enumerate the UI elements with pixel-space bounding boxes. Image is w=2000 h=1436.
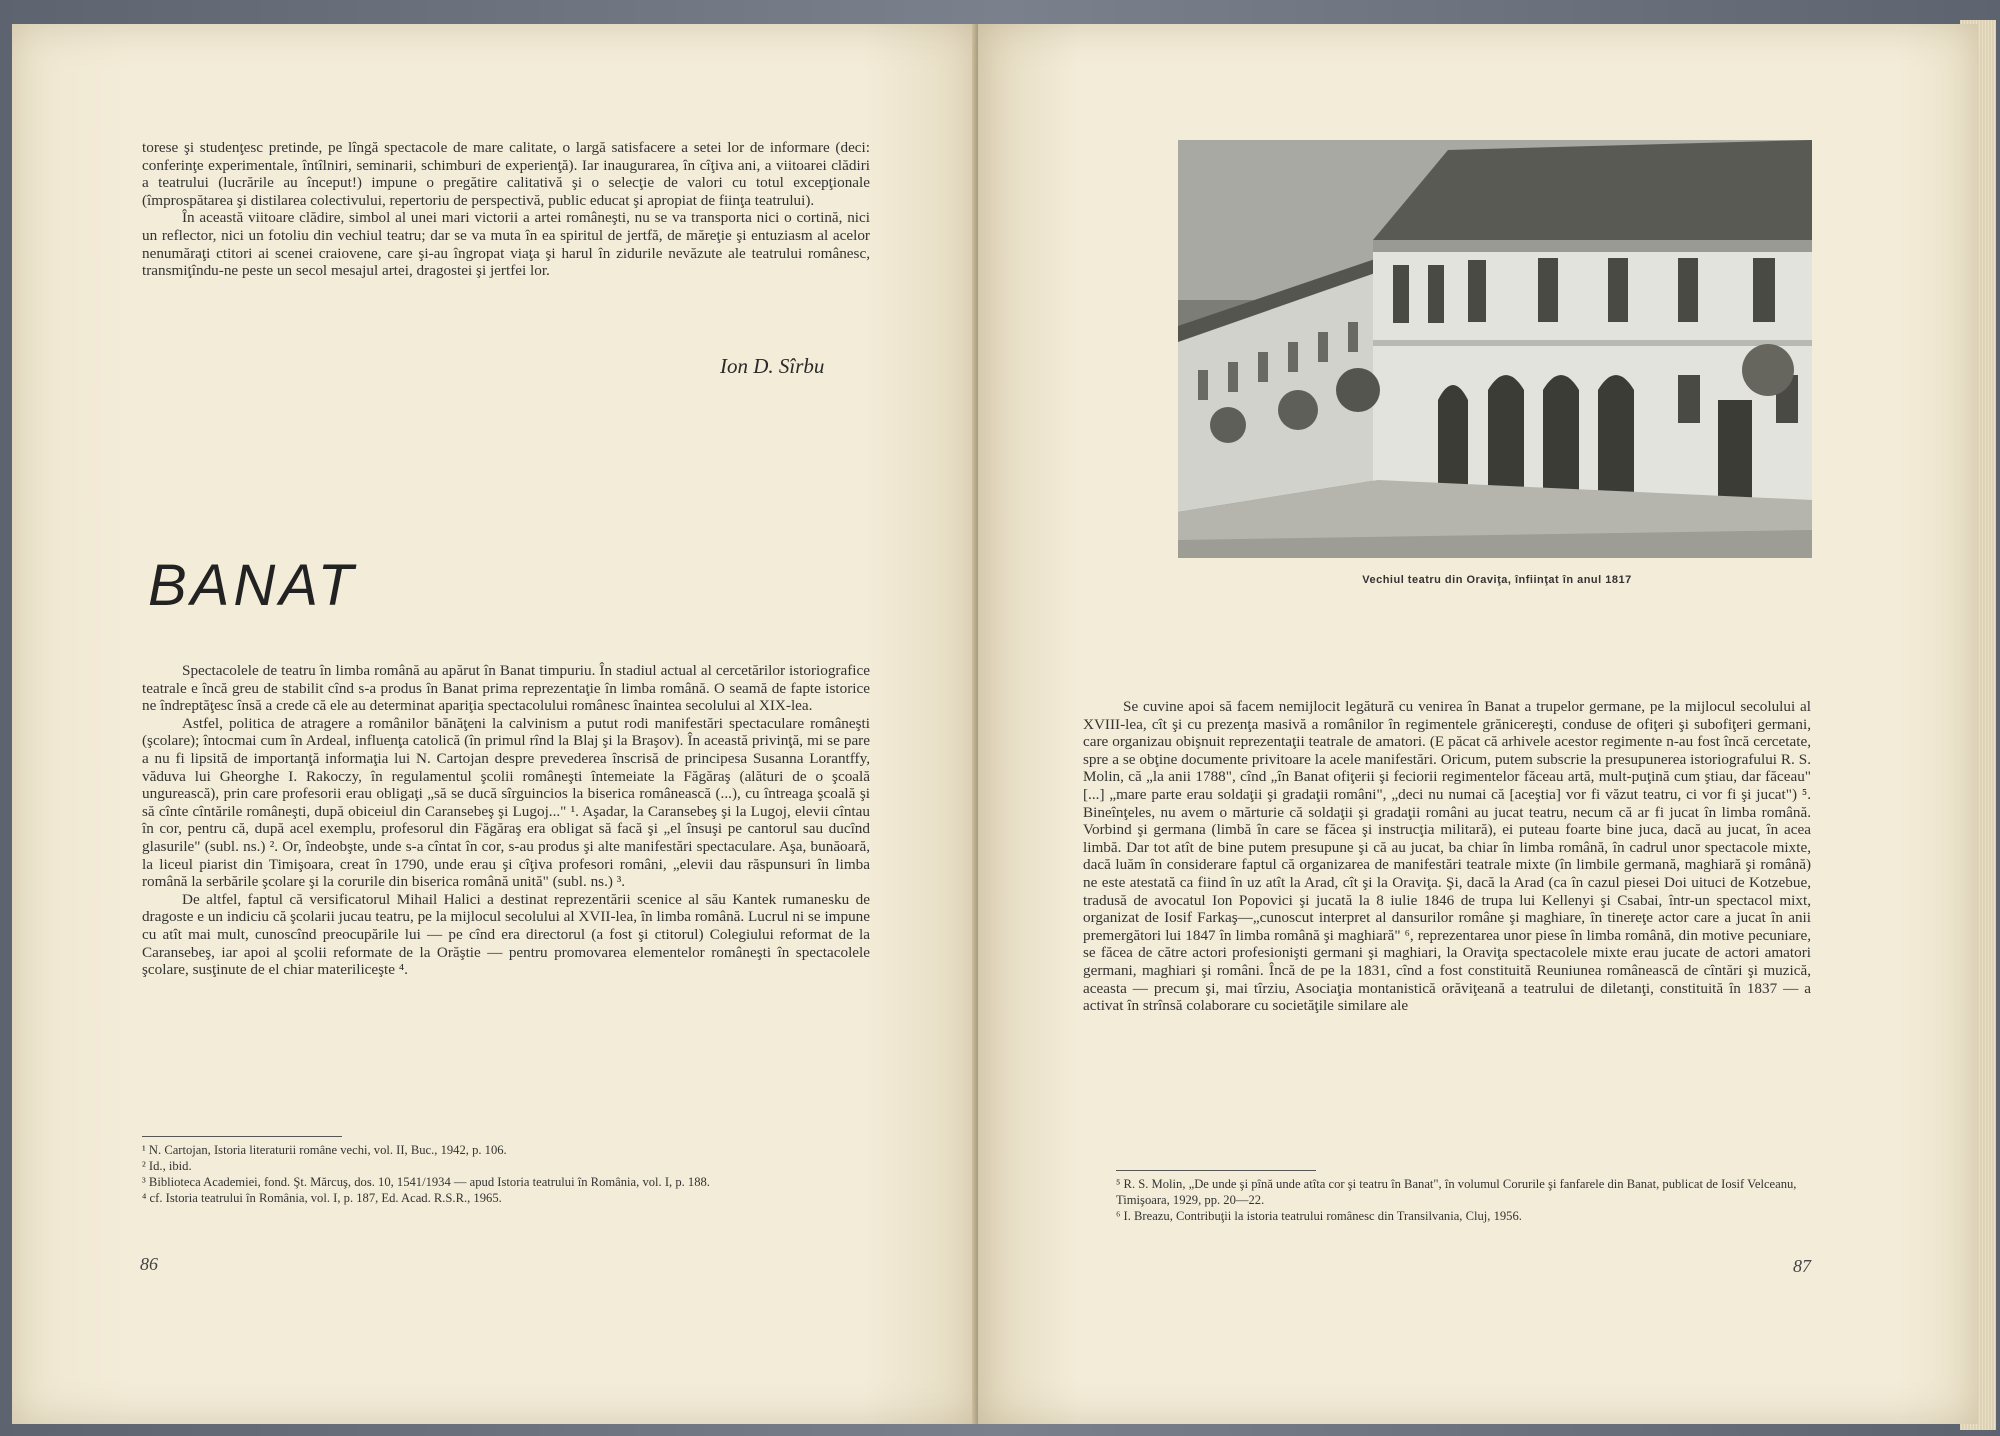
theatre-photo <box>1178 140 1812 558</box>
theatre-building-image <box>1178 140 1812 558</box>
left-intro-text <box>142 139 870 280</box>
footnote-rule-left <box>142 1136 342 1137</box>
footnote-4: ⁴ cf. Istoria teatrului în România, vol. I, p. 187, Ed. Acad. R.S.R., 1965. <box>142 1191 502 1205</box>
section-title: BANAT <box>148 553 358 618</box>
right-body-paragraph-1: Se cuvine apoi să facem nemijlocit legătură cu venirea în Banat a trupelor germane, pe la mijlocul secolului al XVIII-lea, cît şi cu prezenţa masivă a românilor în regimentele grănicereşti, conduse de ofiţeri şi subofiţeri germani, care organizau obişnuit reprezentaţii teatrale de amatori. (E păcat că arhivele acestor regimente n-au fost încă cercetate, spre a se obţine documente privitoare la acele manifestări. Oricum, putem subscrie la presupunerea istoriografului R. S. Molin, că „la anii 1788", cînd „în Banat ofiţerii şi feciorii regimentelor făceau artă, mult-puţină cum ştiau, dar făceau" [...] „mare parte erau soldaţii şi gradaţii români", „deci nu numai că [aceştia] vor fi văzut teatru, ci vor fi şi jucat") ⁵. Bineînţeles, nu avem o mărturie că soldaţii şi gradaţii români au jucat teatru, necum că ar fi jucat în limba română. Vorbind şi germana (limbă în care se făcea şi instrucţia militară), ei puteau foarte bine juca, dacă au jucat, în acea limbă. Dar tot atît de bine putem presupune şi că au jucat, ba chiar în limba română, în cadrul unor spectacole mixte, dacă luăm în considerare faptul că organizarea de manifestări teatrale mixte (în limbile germană, maghiară şi română) ne este atestată ca fiind în uz atît la Arad, cît şi la Oraviţa. Şi, dacă la Arad (ca în cazul piesei Doi uituci de Kotzebue, tradusă de avocatul Ion Popovici şi jucată la 8 iulie 1846 de trupa lui Kellenyi şi Csabai, într-un spectacol mixt, organizat de Iosif Farkaş—„cunoscut interpret al dansurilor române şi maghiare, în tinereţe actor care a jucat în anii premergători lui 1847 în limba română şi maghiară" ⁶, reprezentarea unor piese în limba română, din motive pecuniare, se făcea de către actori profesionişti germani şi maghiari, la Oraviţa spectacolele mixte erau jucate de actori amatori germani, maghiari şi români. Încă de pe la 1831, cînd a fost constituită Reuniunea românească de cîntări şi muzică, aceasta — precum şi, mai tîrziu, Asociaţia montanistică orăviţeană a teatrului de diletanţi, constituită în 1837 — a activat în strînsă colaborare cu societăţile similare ale <box>1083 698 1811 1015</box>
footnote-1: ¹ N. Cartojan, Istoria literaturii române vechi, vol. II, Buc., 1942, p. 106. <box>142 1143 507 1157</box>
left-body-text <box>142 662 870 979</box>
footnote-3: ³ Biblioteca Academiei, fond. Şt. Mărcuş, dos. 10, 1541/1934 — apud Istoria teatrului în România, vol. I, p. 188. <box>142 1175 710 1189</box>
right-footnotes <box>1116 1176 1816 1224</box>
body-paragraph-2: Astfel, politica de atragere a românilor bănăţeni la calvinism a putut rodi manifestări spectaculare româneşti (şcolare); întocmai cum în Ardeal, influenţa catolică (în primul rînd la Blaj şi la Braşov). În această privinţă, mi se pare a nu fi lipsită de importanţă informaţia lui N. Cartojan despre prevederea înscrisă de principesa Susanna Lorantffy, văduva lui Gheorghe I. Rakoczy, în regulamentul şcolii româneşti întemeiate la Făgăraş (alături de o şcoală ungurească), prin care profesorii erau obligaţi „să se ducă sîrguincios la biserica românească (...), cu întreaga şcoală şi să cînte cîntările româneşti, după obiceiul din Caransebeş şi Lugoj..." ¹. Aşadar, la Caransebeş şi la Lugoj, elevii cîntau în cor, pentru că, după acel exemplu, profesorul din Făgăraş era obligat să facă şi „el însuşi pe cantorul sau ducînd glasurile" (subl. ns.) ². Or, îndeobşte, unde s-a cîntat în cor, s-au produs şi alte manifestări spectaculare. Aşa, bunăoară, la liceul piarist din Timişoara, creat în 1790, unde erau şi cîţiva profesori români, „elevii dau răspunsuri în limba română la serbările şcolare şi la corurile din biserica română unită" (subl. ns.) ³. <box>142 714 870 891</box>
footnote-rule-right <box>1116 1170 1316 1171</box>
intro-paragraph-1: torese şi studenţesc pretinde, pe lîngă spectacole de mare calitate, o largă satisfacere a setei lor de informare (deci: conferinţe experimentale, întîlniri, seminarii, schimburi de experienţă). Iar inaugurarea, în cîţiva ani, a viitoarei clădiri a teatrului (lucrările au început!) impune o pregătire calitativă şi o selecţie de valori cu totul excepţionale (împrospătarea şi distilarea colectivului, repertoriu de perspectivă, public educat şi apropiat de fiinţa teatrului). <box>142 139 870 209</box>
body-paragraph-3: De altfel, faptul că versificatorul Mihail Halici a destinat reprezentării scenice al său Kantek rumanesku de dragoste e un indiciu că şcolarii jucau teatru, pe la mijlocul secolului al XVII-lea, în limba română. Lucrul ni se impune cu atît mai mult, cunoscînd preocupările lui — pe cînd era directorul (a fost şi ctitorul) Colegiului reformat de la Caransebeş, iar apoi al şcolii reformate de la Orăştie — pentru promovarea elementelor româneşti în spectacolele şcolare, susţinute de el chiar materiliceşte ⁴. <box>142 890 870 979</box>
footnote-2: ² Id., ibid. <box>142 1159 192 1173</box>
footnote-6: ⁶ I. Breazu, Contribuţii la istoria teatrului românesc din Transilvania, Cluj, 1956. <box>1116 1209 1522 1223</box>
footnote-5: ⁵ R. S. Molin, „De unde şi pînă unde atîta cor şi teatru în Banat", în volumul Corurile şi fanfarele din Banat, publicat de Iosif Velceanu, Timişoara, 1929, pp. 20—22. <box>1116 1177 1797 1207</box>
right-body-text <box>1083 698 1811 1015</box>
page-number-right: 87 <box>1793 1256 1811 1276</box>
author-signature: Ion D. Sîrbu <box>720 354 825 378</box>
photo-caption: Vechiul teatru din Oraviţa, înfiinţat în anul 1817 <box>1362 574 1632 586</box>
page-number-left: 86 <box>140 1254 158 1274</box>
left-footnotes <box>142 1142 870 1206</box>
intro-paragraph-2: În această viitoare clădire, simbol al unei mari victorii a artei româneşti, nu se va transporta nici o cortină, nici un reflector, nici un fotoliu din vechiul teatru; dar se va muta în ea spiritul de jertfă, de măreţie şi entuziasm al acelor nenumăraţi ctitori ai scenei craiovene, care şi-au îngropat viaţa şi harul în zidurile nevăzute ale teatrului românesc, transmiţîndu-ne peste un secol mesajul artei, dragostei şi jertfei lor. <box>142 209 870 280</box>
body-paragraph-1: Spectacolele de teatru în limba română au apărut în Banat timpuriu. În stadiul actual al cercetărilor istoriografice teatrale e încă greu de stabilit cînd s-a produs în Banat prima reprezentaţie în limba română. O seamă de fapte istorice ne îndreptăţesc însă a crede că ele au determinat apariţia spectacolului românesc înaintea secolului al XIX-lea. <box>142 662 870 715</box>
